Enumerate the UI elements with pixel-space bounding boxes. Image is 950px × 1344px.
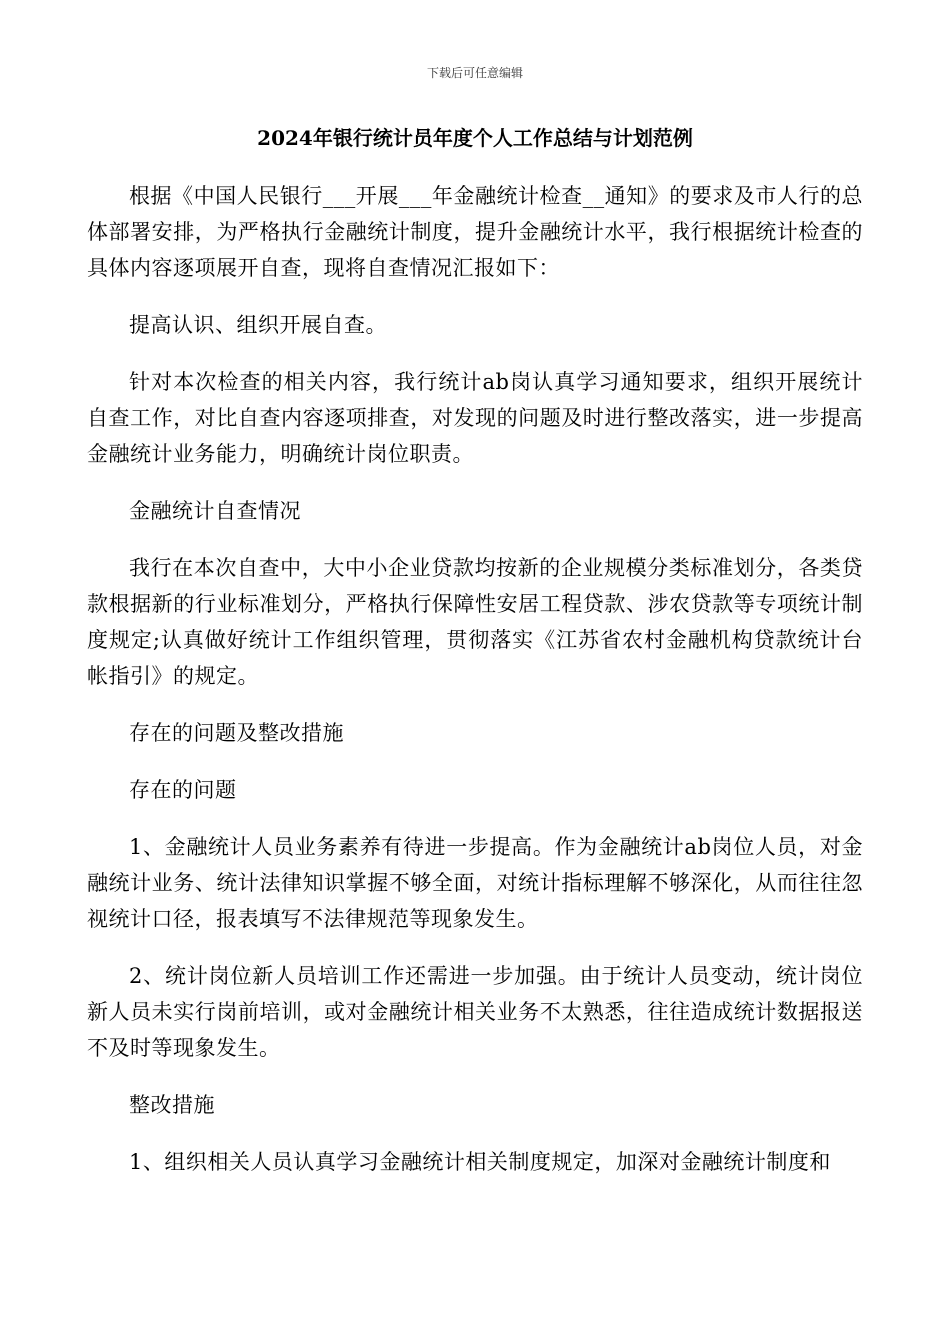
paragraph-intro: 根据《中国人民银行___开展___年金融统计检查__通知》的要求及市人行的总体部署安排，为严格执行金融统计制度，提升金融统计水平，我行根据统计检查的具体内容逐项展开自查，现将自查情况汇报如下： <box>87 184 863 280</box>
section-heading-measures: 整改措施 <box>129 1093 215 1117</box>
section-heading-problems: 存在的问题 <box>129 778 237 802</box>
document-title: 2024年银行统计员年度个人工作总结与计划范例 <box>257 126 693 150</box>
paragraph-problem-2: 2、统计岗位新人员培训工作还需进一步加强。由于统计人员变动，统计岗位新人员未实行岗前培训，或对金融统计相关业务不太熟悉，往往造成统计数据报送不及时等现象发生。 <box>87 964 863 1060</box>
paragraph-problem-1: 1、金融统计人员业务素养有待进一步提高。作为金融统计ab岗位人员，对金融统计业务、统计法律知识掌握不够全面，对统计指标理解不够深化，从而往往忽视统计口径，报表填写不法律规范等现象发生。 <box>87 835 863 931</box>
paragraph-self-check: 我行在本次自查中，大中小企业贷款均按新的企业规模分类标准划分，各类贷款根据新的行业标准划分，严格执行保障性安居工程贷款、涉农贷款等专项统计制度规定;认真做好统计工作组织管理，贯彻落实《江苏省农村金融机构贷款统计台帐指引》的规定。 <box>87 556 863 688</box>
document-body <box>87 178 863 1201</box>
section-heading-problems-measures: 存在的问题及整改措施 <box>129 721 344 745</box>
section-heading-awareness: 提高认识、组织开展自查。 <box>129 313 387 337</box>
paragraph-inspection: 针对本次检查的相关内容，我行统计ab岗认真学习通知要求，组织开展统计自查工作，对比自查内容逐项排查，对发现的问题及时进行整改落实，进一步提高金融统计业务能力，明确统计岗位职责。 <box>87 370 863 466</box>
paragraph-measure-1: 1、组织相关人员认真学习金融统计相关制度规定，加深对金融统计制度和 <box>129 1150 831 1174</box>
header-note: 下载后可任意编辑 <box>426 66 523 80</box>
section-heading-self-check: 金融统计自查情况 <box>129 499 301 523</box>
